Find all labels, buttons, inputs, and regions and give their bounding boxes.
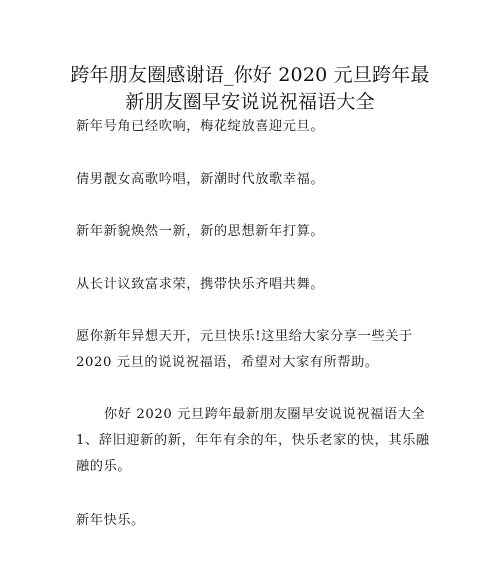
document-title-line-2: 新朋友圈早安说说祝福语大全 xyxy=(125,91,375,113)
paragraph-4: 从长计议致富求荣，携带快乐齐唱共舞。 xyxy=(76,277,325,292)
paragraph-1: 新年号角已经吹响，梅花绽放喜迎元旦。 xyxy=(76,119,325,134)
paragraph-5-line-2: 2020 元旦的说说祝福语，希望对大家有所帮助。 xyxy=(76,355,379,370)
paragraph-6-line-1: 1、辞旧迎新的新，年年有余的年，快乐老家的快，其乐融 xyxy=(76,433,430,448)
section-heading: 你好 2020 元旦跨年最新朋友圈早安说说祝福语大全 xyxy=(104,407,426,422)
paragraph-2: 倩男靓女高歌吟唱，新潮时代放歌幸福。 xyxy=(76,172,325,187)
paragraph-6-line-2: 融的乐。 xyxy=(76,459,132,474)
page-bottom-fade xyxy=(60,556,440,566)
paragraph-5-line-1: 愿你新年异想天开，元旦快乐!这里给大家分享一些关于 xyxy=(76,329,413,344)
paragraph-3: 新年新貌焕然一新，新的思想新年打算。 xyxy=(76,224,325,239)
document-title-line-1: 跨年朋友圈感谢语_你好 2020 元旦跨年最 xyxy=(70,64,430,86)
paragraph-7: 新年快乐。 xyxy=(76,513,145,528)
